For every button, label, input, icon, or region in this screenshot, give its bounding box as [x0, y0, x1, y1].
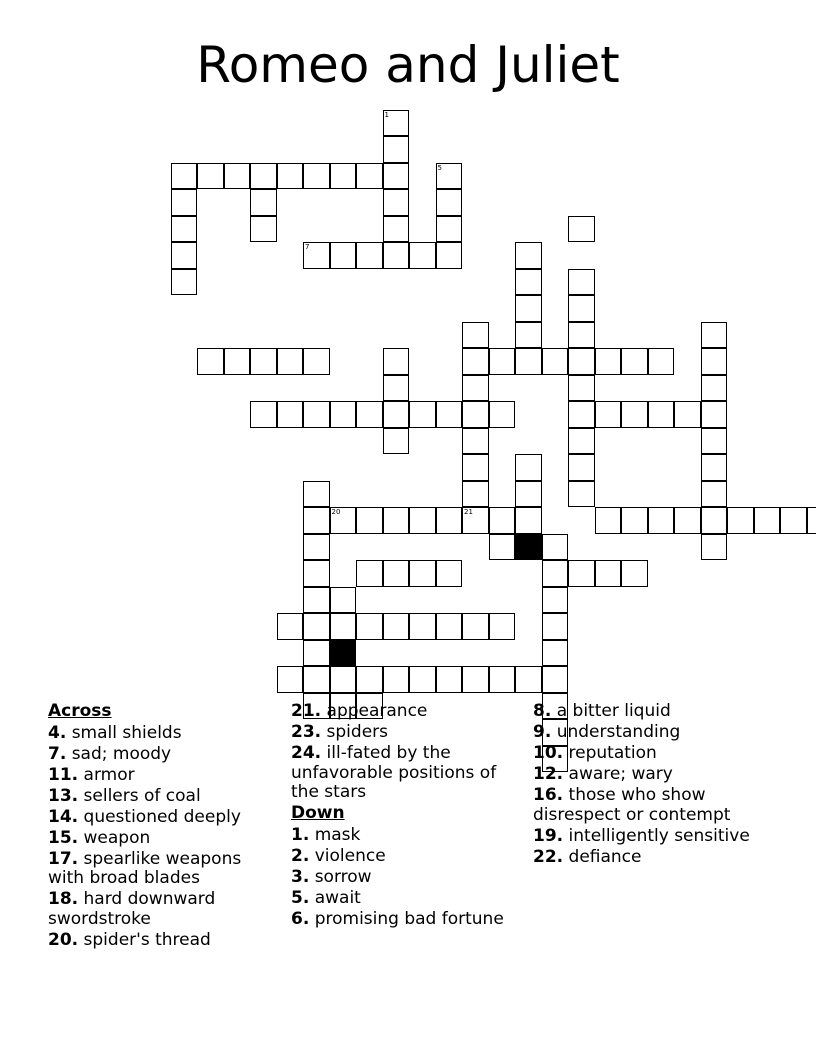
- clue-text: ill-fated by the unfavorable positions of the stars: [291, 743, 497, 802]
- grid-cell[interactable]: [303, 613, 330, 640]
- grid-cell[interactable]: [489, 534, 516, 561]
- grid-cell[interactable]: [436, 507, 463, 534]
- grid-cell[interactable]: [621, 507, 648, 534]
- clue-number: 7: [305, 243, 310, 251]
- grid-cell[interactable]: [330, 163, 357, 190]
- clues-column-2: [291, 702, 516, 931]
- clue-item: [48, 890, 278, 929]
- grid-cell[interactable]: [489, 507, 516, 534]
- clue-number-label: 13.: [48, 785, 79, 806]
- clue-item: [291, 826, 516, 846]
- clue-number-label: 17.: [48, 848, 79, 869]
- grid-cell[interactable]: [595, 560, 622, 587]
- clue-text: sellers of coal: [78, 785, 201, 806]
- grid-cell[interactable]: [356, 666, 383, 693]
- clue-number-label: 16.: [533, 785, 564, 805]
- grid-cell[interactable]: [436, 189, 463, 216]
- clue-number-label: 9.: [533, 722, 552, 742]
- grid-cell[interactable]: [568, 375, 595, 402]
- grid-cell[interactable]: [515, 348, 542, 375]
- grid-cell[interactable]: [383, 507, 410, 534]
- grid-cell[interactable]: [303, 401, 330, 428]
- clue-number: 21: [464, 508, 473, 516]
- grid-cell[interactable]: [303, 534, 330, 561]
- grid-cell[interactable]: [409, 507, 436, 534]
- grid-cell[interactable]: [303, 242, 330, 269]
- clue-item: [48, 724, 278, 744]
- grid-cell[interactable]: [303, 640, 330, 667]
- grid-cell[interactable]: [621, 348, 648, 375]
- clue-number-label: 5.: [291, 887, 310, 908]
- grid-cell[interactable]: [674, 401, 701, 428]
- grid-cell[interactable]: [436, 560, 463, 587]
- clue-number-label: 19.: [533, 825, 564, 846]
- grid-cell[interactable]: [356, 163, 383, 190]
- grid-cell[interactable]: [462, 401, 489, 428]
- grid-cell[interactable]: [303, 666, 330, 693]
- grid-cell[interactable]: [383, 613, 410, 640]
- black-square: [330, 640, 357, 667]
- clue-number-label: 3.: [291, 866, 310, 887]
- clue-number-label: 14.: [48, 806, 79, 827]
- clue-number-label: 23.: [291, 722, 322, 742]
- clue-text: mask: [309, 824, 361, 845]
- grid-cell[interactable]: [542, 534, 569, 561]
- grid-cell[interactable]: [568, 295, 595, 322]
- grid-cell[interactable]: [436, 666, 463, 693]
- clue-number-label: 12.: [533, 764, 564, 784]
- clue-item: [533, 765, 773, 785]
- grid-cell[interactable]: [595, 507, 622, 534]
- grid-cell[interactable]: [515, 242, 542, 269]
- clue-item: [48, 808, 278, 828]
- clue-text: spearlike weapons with broad blades: [48, 848, 242, 888]
- grid-cell[interactable]: [780, 507, 807, 534]
- grid-cell[interactable]: [515, 269, 542, 296]
- grid-cell[interactable]: [515, 507, 542, 534]
- grid-cell[interactable]: [515, 666, 542, 693]
- clue-text: hard downward swordstroke: [48, 889, 216, 929]
- grid-cell[interactable]: [250, 189, 277, 216]
- grid-cell[interactable]: [462, 613, 489, 640]
- clue-text: await: [309, 887, 361, 908]
- grid-cell[interactable]: [356, 242, 383, 269]
- grid-cell[interactable]: [356, 560, 383, 587]
- clue-item: [291, 910, 516, 930]
- grid-cell[interactable]: [568, 401, 595, 428]
- clue-item: [48, 931, 278, 951]
- clue-item: [291, 847, 516, 867]
- puzzle-title: Romeo and Juliet: [196, 36, 620, 94]
- clue-number-label: 8.: [533, 701, 552, 721]
- clue-item: [533, 723, 773, 743]
- clue-number-label: 22.: [533, 846, 564, 867]
- grid-cell[interactable]: [436, 242, 463, 269]
- grid-cell[interactable]: [542, 613, 569, 640]
- clue-item: [291, 889, 516, 909]
- across-heading: Across: [48, 701, 112, 721]
- grid-cell[interactable]: [701, 507, 728, 534]
- grid-cell[interactable]: [701, 348, 728, 375]
- clue-number-label: 1.: [291, 824, 310, 845]
- clue-text: armor: [78, 764, 135, 785]
- grid-cell[interactable]: [674, 507, 701, 534]
- clue-text: small shields: [66, 722, 182, 743]
- grid-cell[interactable]: [701, 428, 728, 455]
- grid-cell[interactable]: [197, 163, 224, 190]
- grid-cell[interactable]: [701, 481, 728, 508]
- clue-number-label: 15.: [48, 827, 79, 848]
- clue-text: violence: [309, 845, 386, 866]
- grid-cell[interactable]: [409, 242, 436, 269]
- grid-cell[interactable]: [171, 242, 198, 269]
- grid-cell[interactable]: [436, 216, 463, 243]
- grid-cell[interactable]: [568, 216, 595, 243]
- grid-cell[interactable]: [648, 401, 675, 428]
- clue-item: [533, 827, 773, 847]
- clue-text: questioned deeply: [78, 806, 241, 827]
- clue-item: [533, 702, 773, 722]
- clue-number-label: 6.: [291, 908, 310, 929]
- grid-cell[interactable]: [356, 507, 383, 534]
- clue-number: 5: [437, 163, 442, 172]
- grid-cell[interactable]: [303, 507, 330, 534]
- grid-cell[interactable]: [277, 613, 304, 640]
- grid-cell[interactable]: [436, 401, 463, 428]
- grid-cell[interactable]: [515, 481, 542, 508]
- grid-cell[interactable]: [330, 507, 357, 534]
- grid-cell[interactable]: [462, 348, 489, 375]
- grid-cell[interactable]: [409, 613, 436, 640]
- grid-cell[interactable]: [515, 454, 542, 481]
- grid-cell[interactable]: [621, 560, 648, 587]
- clue-number-label: 18.: [48, 889, 79, 909]
- grid-cell[interactable]: [568, 348, 595, 375]
- grid-cell[interactable]: [330, 587, 357, 614]
- grid-cell[interactable]: [462, 481, 489, 508]
- grid-cell[interactable]: [515, 295, 542, 322]
- grid-cell[interactable]: [277, 163, 304, 190]
- grid-cell[interactable]: [171, 269, 198, 296]
- grid-cell[interactable]: [250, 216, 277, 243]
- grid-cell[interactable]: [250, 348, 277, 375]
- grid-cell[interactable]: [303, 481, 330, 508]
- grid-cell[interactable]: [171, 189, 198, 216]
- grid-cell[interactable]: [542, 560, 569, 587]
- clue-number-label: 4.: [48, 722, 67, 743]
- grid-cell[interactable]: [701, 375, 728, 402]
- grid-cell[interactable]: [701, 534, 728, 561]
- grid-cell[interactable]: [277, 401, 304, 428]
- grid-cell[interactable]: [277, 348, 304, 375]
- grid-cell[interactable]: [224, 163, 251, 190]
- grid-cell[interactable]: [356, 401, 383, 428]
- grid-cell[interactable]: [383, 242, 410, 269]
- grid-cell[interactable]: [489, 613, 516, 640]
- grid-cell[interactable]: [171, 216, 198, 243]
- grid-cell[interactable]: [303, 587, 330, 614]
- grid-cell[interactable]: [330, 242, 357, 269]
- grid-cell[interactable]: [568, 322, 595, 349]
- grid-cell[interactable]: [648, 348, 675, 375]
- grid-cell[interactable]: [330, 613, 357, 640]
- grid-cell[interactable]: [409, 401, 436, 428]
- clue-number-label: 11.: [48, 764, 79, 785]
- grid-cell[interactable]: [701, 454, 728, 481]
- clue-number-label: 10.: [533, 743, 564, 763]
- grid-cell[interactable]: [542, 348, 569, 375]
- clue-number-label: 7.: [48, 743, 67, 764]
- clue-item: [291, 723, 516, 743]
- grid-cell[interactable]: [462, 666, 489, 693]
- grid-cell[interactable]: [727, 507, 754, 534]
- clue-text: spiders: [321, 722, 388, 742]
- grid-cell[interactable]: [701, 322, 728, 349]
- clue-text: spider's thread: [78, 929, 211, 950]
- grid-cell[interactable]: [568, 560, 595, 587]
- clue-text: promising bad fortune: [309, 908, 504, 929]
- grid-cell[interactable]: [807, 507, 816, 534]
- grid-cell[interactable]: [303, 163, 330, 190]
- grid-cell[interactable]: [197, 348, 224, 375]
- grid-cell[interactable]: [568, 269, 595, 296]
- clue-number: 1: [384, 110, 389, 119]
- grid-cell[interactable]: [542, 666, 569, 693]
- clue-number-label: 2.: [291, 845, 310, 866]
- grid-cell[interactable]: [436, 163, 463, 190]
- grid-cell[interactable]: [462, 375, 489, 402]
- grid-cell[interactable]: [383, 666, 410, 693]
- clue-text: defiance: [563, 846, 642, 867]
- grid-cell[interactable]: [409, 560, 436, 587]
- grid-cell[interactable]: [303, 560, 330, 587]
- clue-number-label: 21.: [291, 701, 322, 721]
- clue-item: [533, 786, 773, 825]
- grid-cell[interactable]: [489, 348, 516, 375]
- grid-cell[interactable]: [595, 348, 622, 375]
- black-square: [515, 534, 542, 561]
- grid-cell[interactable]: [250, 401, 277, 428]
- down-heading: Down: [291, 803, 345, 823]
- clue-text: sad; moody: [66, 743, 172, 764]
- clue-item: [533, 744, 773, 764]
- grid-cell[interactable]: [542, 640, 569, 667]
- grid-cell[interactable]: [277, 666, 304, 693]
- grid-cell[interactable]: [383, 560, 410, 587]
- grid-cell[interactable]: [383, 348, 410, 375]
- grid-cell[interactable]: [462, 507, 489, 534]
- clue-number: 20: [331, 508, 341, 516]
- grid-cell[interactable]: [356, 613, 383, 640]
- clue-item: [291, 868, 516, 888]
- grid-cell[interactable]: [462, 454, 489, 481]
- grid-cell[interactable]: [754, 507, 781, 534]
- grid-cell[interactable]: [462, 322, 489, 349]
- grid-cell[interactable]: [568, 481, 595, 508]
- grid-cell[interactable]: [303, 348, 330, 375]
- clue-text: reputation: [563, 743, 657, 763]
- grid-cell[interactable]: [383, 189, 410, 216]
- grid-cell[interactable]: [383, 136, 410, 163]
- clue-item: [48, 766, 278, 786]
- grid-cell[interactable]: [568, 454, 595, 481]
- clue-item: [48, 745, 278, 765]
- grid-cell[interactable]: [171, 163, 198, 190]
- clue-text: intelligently sensitive: [563, 825, 750, 846]
- clue-item: [48, 850, 278, 889]
- grid-cell[interactable]: [250, 163, 277, 190]
- grid-cell[interactable]: [383, 216, 410, 243]
- grid-cell[interactable]: [489, 401, 516, 428]
- clue-text: a bitter liquid: [551, 701, 671, 721]
- grid-cell[interactable]: [330, 666, 357, 693]
- clues-column-3: [533, 702, 773, 869]
- clue-item: [533, 848, 773, 868]
- clue-text: appearance: [321, 701, 428, 721]
- grid-cell[interactable]: [568, 428, 595, 455]
- grid-cell[interactable]: [462, 428, 489, 455]
- grid-cell[interactable]: [515, 322, 542, 349]
- clue-text: sorrow: [309, 866, 372, 887]
- clue-item: [291, 744, 516, 803]
- grid-cell[interactable]: [224, 348, 251, 375]
- clue-number-label: 24.: [291, 743, 322, 763]
- grid-cell[interactable]: [489, 666, 516, 693]
- clue-item: [48, 829, 278, 849]
- grid-cell[interactable]: [542, 587, 569, 614]
- clue-text: aware; wary: [563, 764, 673, 784]
- clue-item: [291, 702, 516, 722]
- clues-column-1: [48, 702, 278, 952]
- grid-cell[interactable]: [621, 401, 648, 428]
- grid-cell[interactable]: [409, 666, 436, 693]
- grid-cell[interactable]: [383, 110, 410, 137]
- grid-cell[interactable]: [383, 401, 410, 428]
- clue-text: weapon: [78, 827, 151, 848]
- grid-cell[interactable]: [330, 401, 357, 428]
- clue-number-label: 20.: [48, 929, 79, 950]
- grid-cell[interactable]: [383, 163, 410, 190]
- grid-cell[interactable]: [701, 401, 728, 428]
- grid-cell[interactable]: [383, 375, 410, 402]
- grid-cell[interactable]: [648, 507, 675, 534]
- clue-text: understanding: [551, 722, 681, 742]
- clue-item: [48, 787, 278, 807]
- grid-cell[interactable]: [436, 613, 463, 640]
- grid-cell[interactable]: [383, 428, 410, 455]
- clue-text: those who show disrespect or contempt: [533, 785, 731, 825]
- grid-cell[interactable]: [595, 401, 622, 428]
